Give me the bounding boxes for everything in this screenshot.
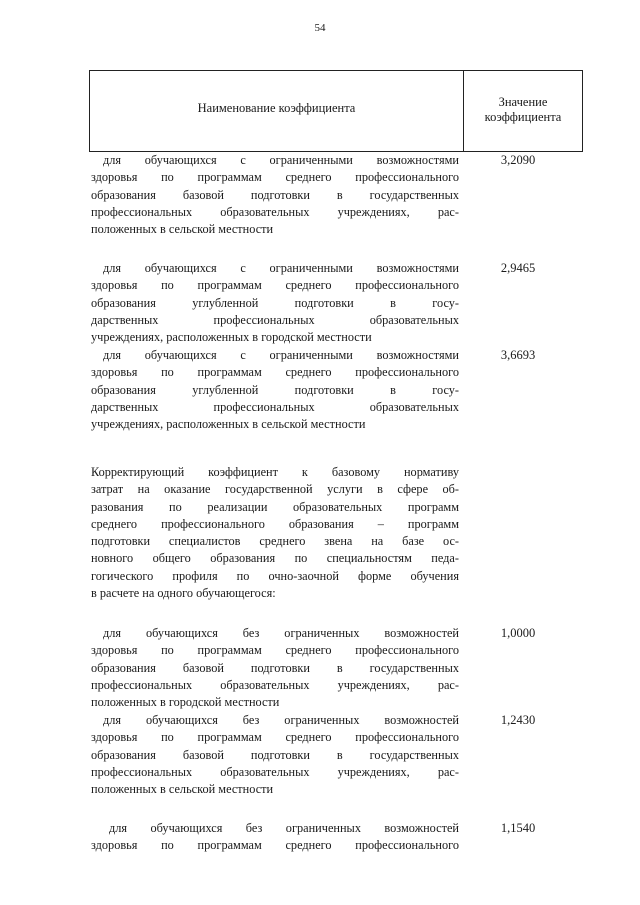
text-line: образования базовой подготовки в государственных (91, 187, 459, 202)
text-line: для обучающихся с ограниченными возможностями (103, 261, 459, 275)
text-line: дарственных профессиональных образовательных (91, 399, 459, 414)
text-line: учреждениях, расположенных в сельской местности (91, 417, 366, 432)
row-value: 2,9465 (500, 261, 536, 275)
row-description (91, 347, 459, 433)
text-line: подготовки специалистов среднего звена на базе ос- (91, 534, 459, 549)
text-line: здоровья по программам среднего профессионального (91, 730, 459, 745)
text-line: образования углубленной подготовки в госу- (91, 382, 459, 397)
row-value: 3,6693 (500, 348, 536, 362)
text-line: в расчете на одного обучающегося: (91, 586, 276, 601)
header-value-column (464, 95, 582, 125)
row-description (91, 712, 459, 798)
text-line: гогического профиля по очно-заочной форме обучения (91, 568, 459, 583)
text-line: образования углубленной подготовки в госу- (91, 295, 459, 310)
text-line: для обучающихся с ограниченными возможностями (103, 348, 459, 362)
row-value: 1,2430 (500, 713, 536, 727)
row-value: 1,0000 (500, 626, 536, 640)
text-line: профессиональных образовательных учреждениях, рас- (91, 204, 459, 219)
page-number: 54 (314, 22, 326, 34)
text-line: разования по реализации образовательных программ (91, 499, 459, 514)
text-line: положенных в сельской местности (91, 782, 274, 797)
row-description (91, 820, 459, 855)
row-description (91, 260, 459, 346)
section-paragraph (91, 464, 459, 602)
text-line: образования базовой подготовки в государственных (91, 747, 459, 762)
text-line: здоровья по программам среднего профессионального (91, 278, 459, 293)
text-line: образования базовой подготовки в государственных (91, 660, 459, 675)
text-line: профессиональных образовательных учреждениях, рас- (91, 764, 459, 779)
row-description (91, 625, 459, 711)
text-line: дарственных профессиональных образовательных (91, 312, 459, 327)
text-line: учреждениях, расположенных в городской местности (91, 330, 372, 345)
text-line: затрат на оказание государственной услуги в сфере об- (91, 482, 459, 497)
text-line: Корректирующий коэффициент к базовому нормативу (91, 465, 459, 479)
text-line: новного общего образования по специальностям педа- (91, 551, 459, 566)
header-name-column: Наименование коэффициента (197, 101, 356, 115)
text-line: здоровья по программам среднего профессионального (91, 170, 459, 185)
header-value-line1: Значение (498, 95, 548, 109)
text-line: для обучающихся без ограниченных возможностей (109, 821, 459, 835)
text-line: для обучающихся без ограниченных возможностей (103, 713, 459, 727)
text-line: здоровья по программам среднего профессионального (91, 643, 459, 658)
text-line: положенных в городской местности (91, 695, 280, 710)
header-value-line2: коэффициента (484, 110, 562, 124)
text-line: для обучающихся с ограниченными возможностями (103, 153, 459, 167)
row-description (91, 152, 459, 238)
row-value: 1,1540 (500, 821, 536, 835)
row-value: 3,2090 (500, 153, 536, 167)
text-line: среднего профессионального образования – программ (91, 516, 459, 531)
text-line: здоровья по программам среднего профессионального (91, 838, 459, 853)
text-line: профессиональных образовательных учреждениях, рас- (91, 677, 459, 692)
text-line: для обучающихся без ограниченных возможностей (103, 626, 459, 640)
table-header (89, 70, 583, 152)
text-line: положенных в сельской местности (91, 222, 274, 237)
text-line: здоровья по программам среднего профессионального (91, 365, 459, 380)
